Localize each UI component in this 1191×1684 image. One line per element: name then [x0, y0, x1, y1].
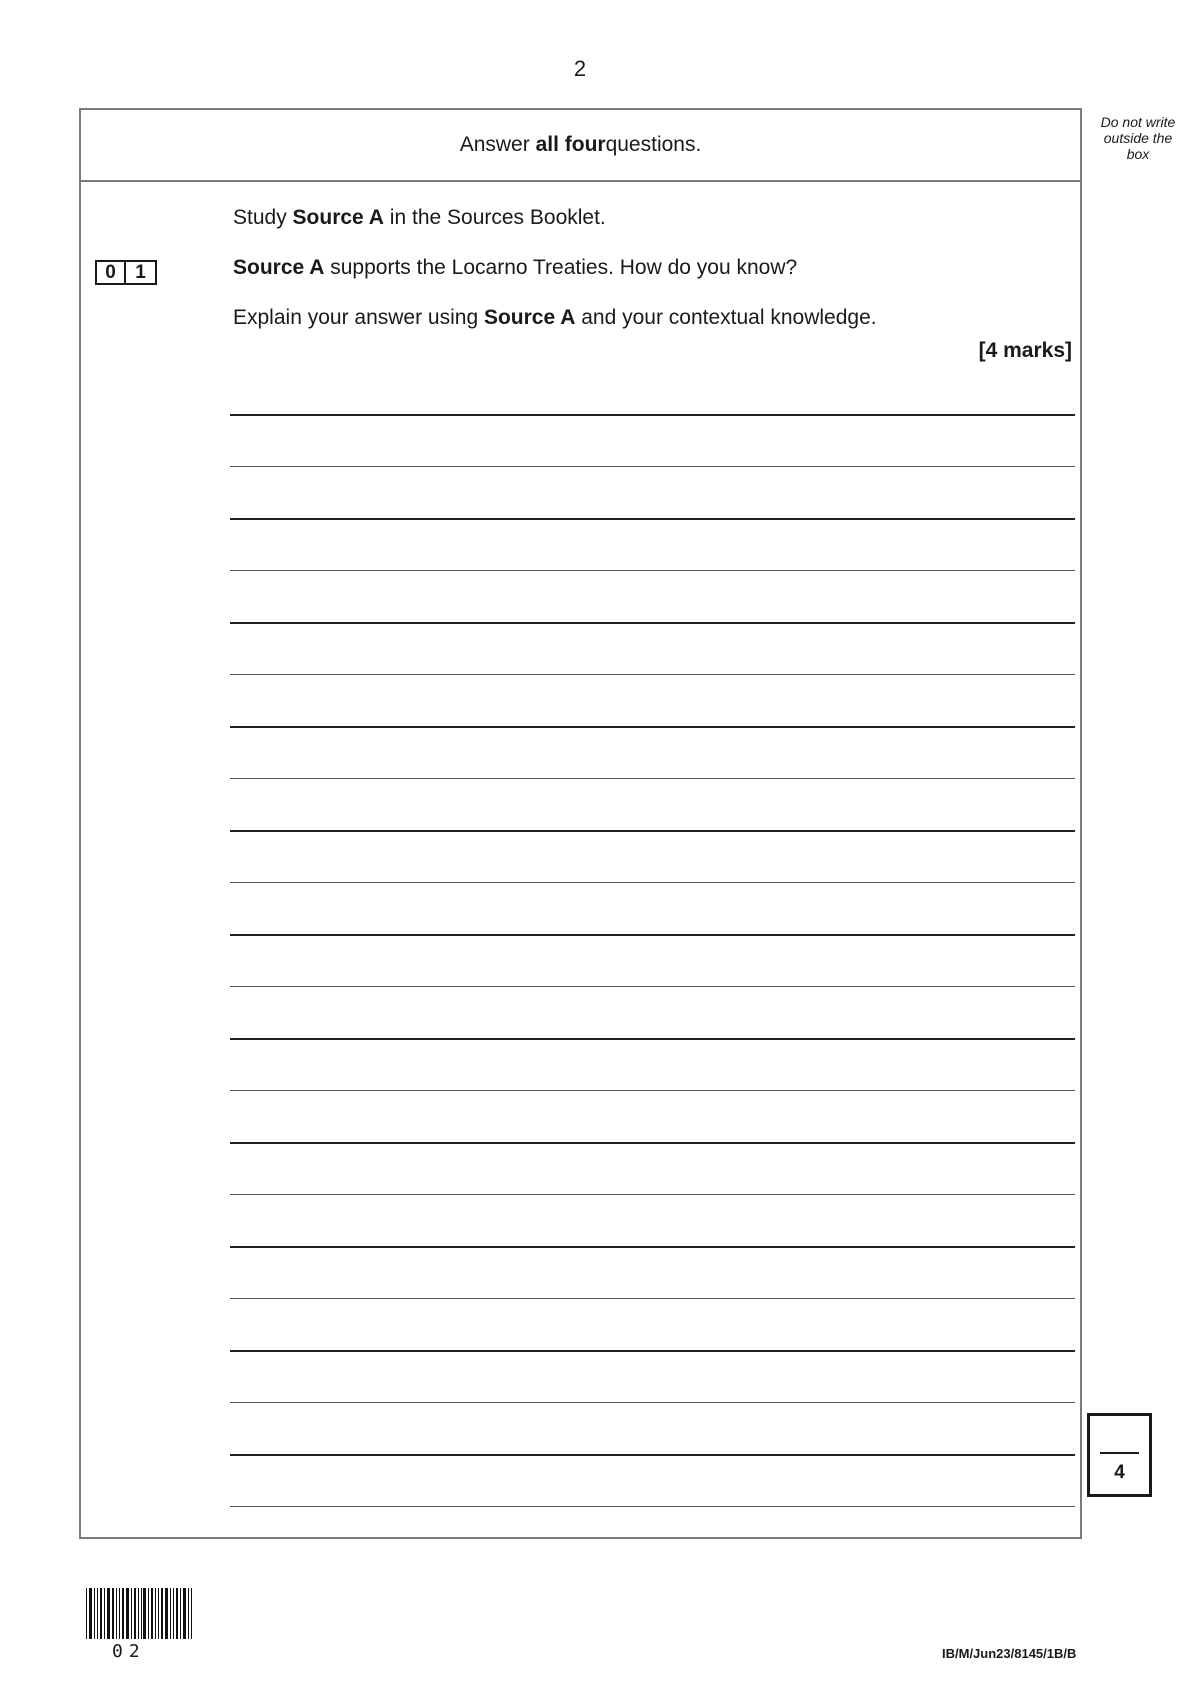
answer-line[interactable]: [230, 674, 1075, 675]
instructions-after: questions.: [605, 133, 702, 156]
question-number-digit: 1: [126, 260, 157, 285]
answer-line[interactable]: [230, 466, 1075, 467]
answer-line[interactable]: [230, 1350, 1075, 1352]
prompt-after: supports the Locarno Treaties. How do you know?: [324, 256, 798, 279]
instructions-bold: all four: [535, 133, 606, 156]
answer-line[interactable]: [230, 1402, 1075, 1403]
explain-before: Explain your answer using: [233, 306, 484, 329]
footer-reference: IB/M/Jun23/8145/1B/B: [942, 1646, 1077, 1661]
answer-line[interactable]: [230, 1194, 1075, 1195]
answer-line[interactable]: [230, 882, 1075, 883]
answer-line[interactable]: [230, 986, 1075, 987]
answer-line[interactable]: [230, 1298, 1075, 1299]
answer-line[interactable]: [230, 1246, 1075, 1248]
lead-before: Study: [233, 206, 293, 229]
answer-line[interactable]: [230, 726, 1075, 728]
page-number: 2: [573, 56, 587, 81]
instructions-before: Answer: [459, 133, 530, 156]
answer-line[interactable]: [230, 414, 1075, 416]
answer-lines[interactable]: [230, 110, 1075, 1537]
score-total: 4: [1114, 1462, 1125, 1483]
answer-line[interactable]: [230, 778, 1075, 779]
score-divider: [1100, 1452, 1139, 1454]
question-number-digit: 0: [95, 260, 126, 285]
answer-line[interactable]: [230, 622, 1075, 624]
answer-frame: [79, 108, 1082, 1539]
question-number: [95, 260, 157, 285]
answer-line[interactable]: [230, 1506, 1075, 1507]
answer-line[interactable]: [230, 1454, 1075, 1456]
answer-line[interactable]: [230, 1090, 1075, 1091]
margin-note: Do not write outside the box: [1100, 114, 1176, 162]
answer-line[interactable]: [230, 570, 1075, 571]
lead-after: in the Sources Booklet.: [383, 206, 606, 229]
prompt-bold: Source A: [233, 256, 325, 279]
answer-line[interactable]: [230, 934, 1075, 936]
marks-label: [4 marks]: [978, 339, 1072, 362]
answer-line[interactable]: [230, 1142, 1075, 1144]
score-box: [1087, 1413, 1152, 1497]
answer-line[interactable]: [230, 518, 1075, 520]
explain-after: and your contextual knowledge.: [575, 306, 877, 329]
barcode-icon: [86, 1588, 194, 1639]
barcode-number: 02: [112, 1641, 146, 1662]
lead-bold: Source A: [292, 206, 384, 229]
answer-line[interactable]: [230, 830, 1075, 832]
explain-bold: Source A: [483, 306, 576, 329]
answer-line[interactable]: [230, 1038, 1075, 1040]
